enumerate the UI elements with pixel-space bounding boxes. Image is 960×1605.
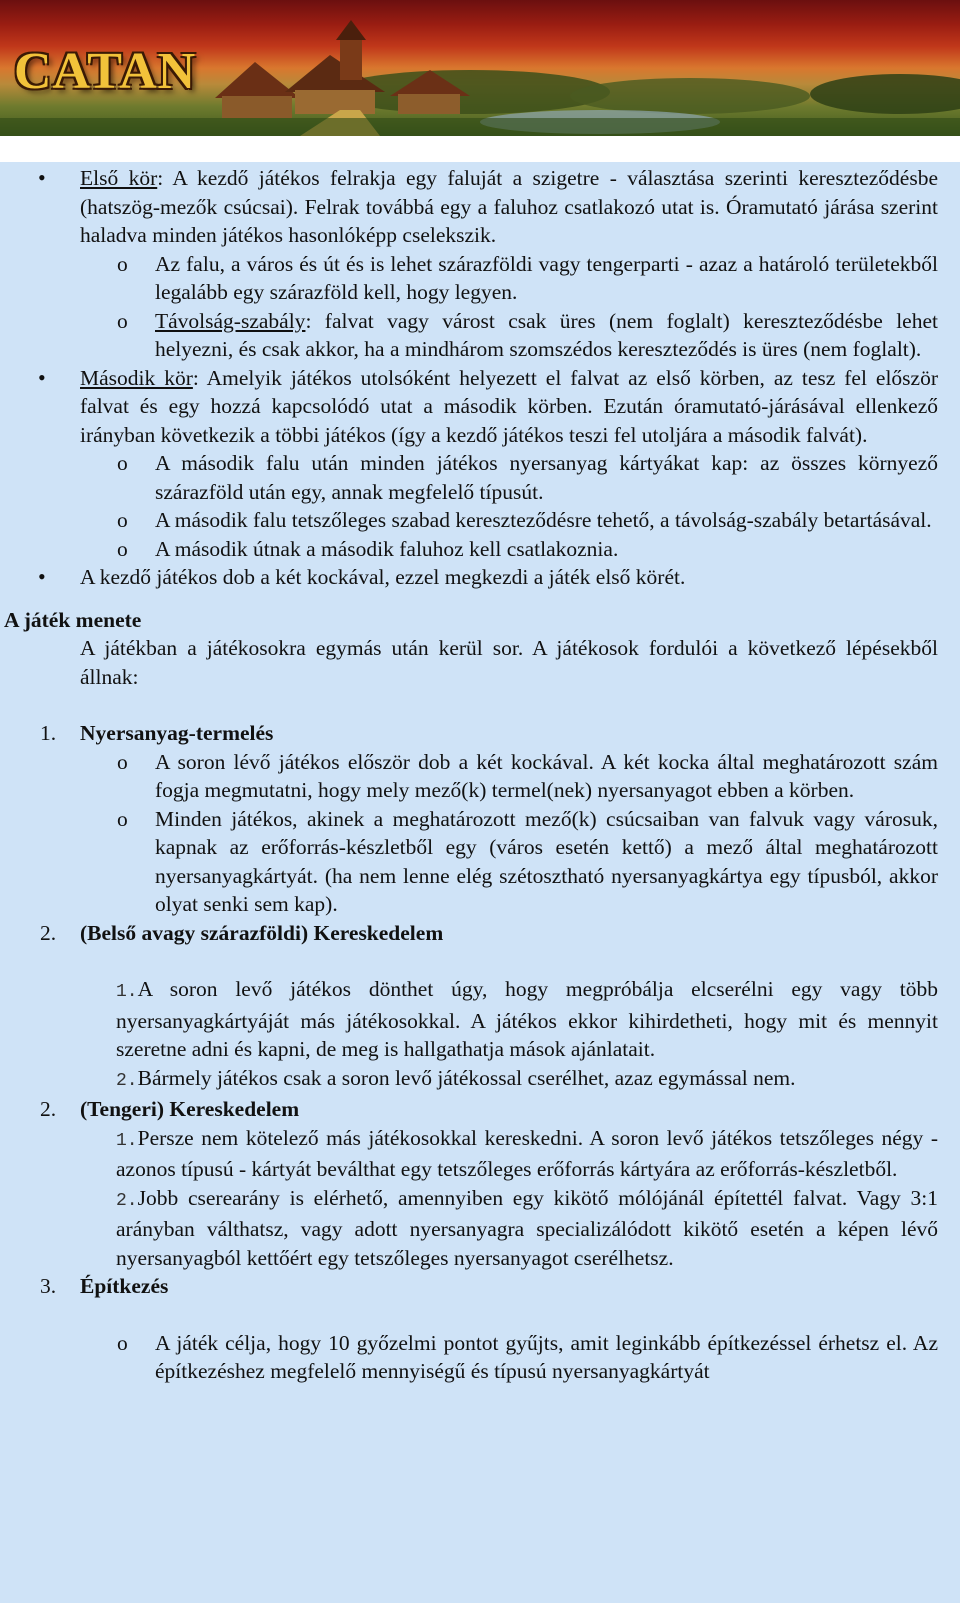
first-round-text: : A kezdő játékos felrakja egy faluját a szigetre - választása szerinti kereszteződésbe (hatszög-mezők csúcsai). Felrak továbbá egy a faluhoz csatlakozó utat is. Óramutató járása szerint haladva minden játékos hasonlóképp cselekszik. bbox=[80, 166, 938, 247]
step-number: 2. bbox=[40, 920, 57, 945]
bullet-o: o bbox=[117, 536, 128, 561]
step1-sub2: Minden játékos, akinek a meghatározott mező(k) csúcsaiban van falvuk vagy városuk, kapnak az erőforrás-készletből egy (város esetén kettő) a mező által meghatározott nyersanyagkártyát. (ha nem lenne elég szétosztható nyersanyagkártya egy típusból, akkor olyat senki sem kap). bbox=[155, 806, 938, 916]
list-item-first-round bbox=[0, 164, 938, 250]
sub-number: 2. bbox=[116, 1070, 138, 1091]
step2-sub1: A soron levő játékos dönthet úgy, hogy megpróbálja elcserélni egy vagy több nyersanyagkártyáját más játékosokkal. A játékos ekkor kihirdetheti, hogy mit és mennyit szeretne adni és kapni, de meg is hallgathatja mások ajánlatait. bbox=[116, 977, 938, 1061]
second-round-sub2: A második falu tetszőleges szabad kereszteződésre tehető, a távolság-szabály betartásával. bbox=[155, 508, 932, 532]
list-item-start-dice bbox=[0, 563, 938, 592]
step-number: 3. bbox=[40, 1274, 57, 1298]
list-item-sub bbox=[0, 1184, 938, 1273]
bullet-dot: • bbox=[38, 165, 46, 190]
first-round-title: Első kör bbox=[80, 166, 158, 190]
list-item-sub bbox=[0, 805, 938, 919]
step4-sub1: A játék célja, hogy 10 győzelmi pontot gyűjts, amit leginkább építkezéssel érhetsz el. Az építkezéshez megfelelő mennyiségű és típusú nyersanyagkártyát bbox=[155, 1330, 938, 1383]
list-item-sub bbox=[0, 449, 938, 506]
distance-rule-text: : falvat vagy várost csak üres (nem foglalt) kereszteződésbe lehet helyezni, és csak akkor, ha a mindhárom szomszédos kereszteződés is üres (nem foglalt). bbox=[155, 308, 938, 361]
spacer bbox=[0, 136, 960, 162]
bullet-o: o bbox=[117, 251, 128, 276]
list-item-sub bbox=[0, 250, 938, 307]
list-item-sub bbox=[0, 1064, 938, 1096]
bullet-o: o bbox=[117, 508, 128, 532]
step-title: Építkezés bbox=[80, 1274, 169, 1298]
step2-sub2: Bármely játékos csak a soron levő játékossal cserélhet, azaz egymással nem. bbox=[137, 1065, 796, 1090]
distance-rule-title: Távolság-szabály bbox=[155, 308, 306, 333]
step1-sub1: A soron lévő játékos először dob a két kockával. A két kocka által meghatározott szám fogja megmutatni, hogy mely mező(k) termel(nek) nyersanyagot ebben a körben. bbox=[155, 749, 938, 802]
bullet-o: o bbox=[117, 308, 128, 333]
step-sea-trade bbox=[0, 1095, 938, 1124]
catan-logo: CATAN bbox=[14, 43, 197, 100]
list-item-distance-rule bbox=[0, 307, 938, 364]
list-item-sub bbox=[0, 506, 938, 535]
step-number: 1. bbox=[40, 721, 57, 745]
header-banner bbox=[0, 0, 960, 136]
bullet-o: o bbox=[117, 749, 128, 774]
step3-sub2: Jobb cserearány is elérhető, amennyiben egy kikötő mólójánál építettél falvat. Vagy 3:1 arányban válthatsz, vagy adott nyersanyagra specializálódott kikötő esetén a képen lévő nyersanyagból kettőért egy tetszőleges nyersanyagot cserélhetsz. bbox=[116, 1185, 938, 1270]
list-item-second-round bbox=[0, 364, 938, 450]
step-building bbox=[0, 1272, 938, 1301]
step-title: (Tengeri) Kereskedelem bbox=[80, 1097, 300, 1121]
spacer bbox=[0, 947, 938, 975]
first-round-sub1: Az falu, a város és út és is lehet szárazföldi vagy tengerparti - azaz a határoló területekből legalább egy szárazföld kell, hogy legyen. bbox=[155, 251, 938, 304]
list-item-sub bbox=[0, 535, 938, 564]
bullet-dot: • bbox=[38, 564, 46, 589]
step-title: Nyersanyag-termelés bbox=[80, 721, 274, 745]
bullet-o: o bbox=[117, 806, 128, 831]
step-title: (Belső avagy szárazföldi) Kereskedelem bbox=[80, 920, 444, 945]
list-item-sub bbox=[0, 1329, 938, 1386]
bullet-o: o bbox=[117, 1330, 128, 1355]
sub-number: 1. bbox=[116, 982, 138, 1002]
list-item-sub bbox=[0, 975, 938, 1064]
sub-number: 2. bbox=[116, 1190, 138, 1211]
spacer bbox=[0, 691, 938, 719]
bullet-dot: • bbox=[38, 364, 46, 390]
step-resource-production bbox=[0, 719, 938, 748]
second-round-text: : Amelyik játékos utolsóként helyezett el falvat az első körben, az tesz fel először falvat és egy hozzá kapcsolódó utat a második körben. Ezután óramutató-járásával ellenkező irányban következik a többi játékos (így a kezdő játékos teszi fel utoljára a második falvát). bbox=[80, 365, 938, 447]
second-round-sub1: A második falu után minden játékos nyersanyag kártyákat kap: az összes környező szárazföld után egy, annak megfelelő típusút. bbox=[155, 451, 938, 504]
step-land-trade bbox=[0, 919, 938, 948]
section-heading: A játék menete bbox=[4, 607, 142, 632]
step-number: 2. bbox=[40, 1097, 57, 1121]
second-round-title: Második kör bbox=[80, 365, 193, 390]
start-dice-text: A kezdő játékos dob a két kockával, ezzel megkezdi a játék első körét. bbox=[80, 565, 686, 589]
list-item-sub bbox=[0, 1124, 938, 1184]
rules-content bbox=[0, 162, 960, 1603]
list-item-sub bbox=[0, 748, 938, 805]
gameplay-intro: A játékban a játékosokra egymás után kerül sor. A játékosok fordulói a következő lépésekből állnak: bbox=[80, 636, 938, 689]
sub-number: 1. bbox=[116, 1130, 138, 1151]
bullet-o: o bbox=[117, 451, 128, 475]
step3-sub1: Persze nem kötelező más játékosokkal kereskedni. A soron levő játékos tetszőleges négy - azonos típusú - kártyát beválthat egy tetszőleges erőforrás kártyára az erőforrás-készletből. bbox=[116, 1125, 938, 1181]
spacer bbox=[0, 1301, 938, 1329]
second-round-sub3: A második útnak a második faluhoz kell csatlakoznia. bbox=[155, 536, 619, 561]
